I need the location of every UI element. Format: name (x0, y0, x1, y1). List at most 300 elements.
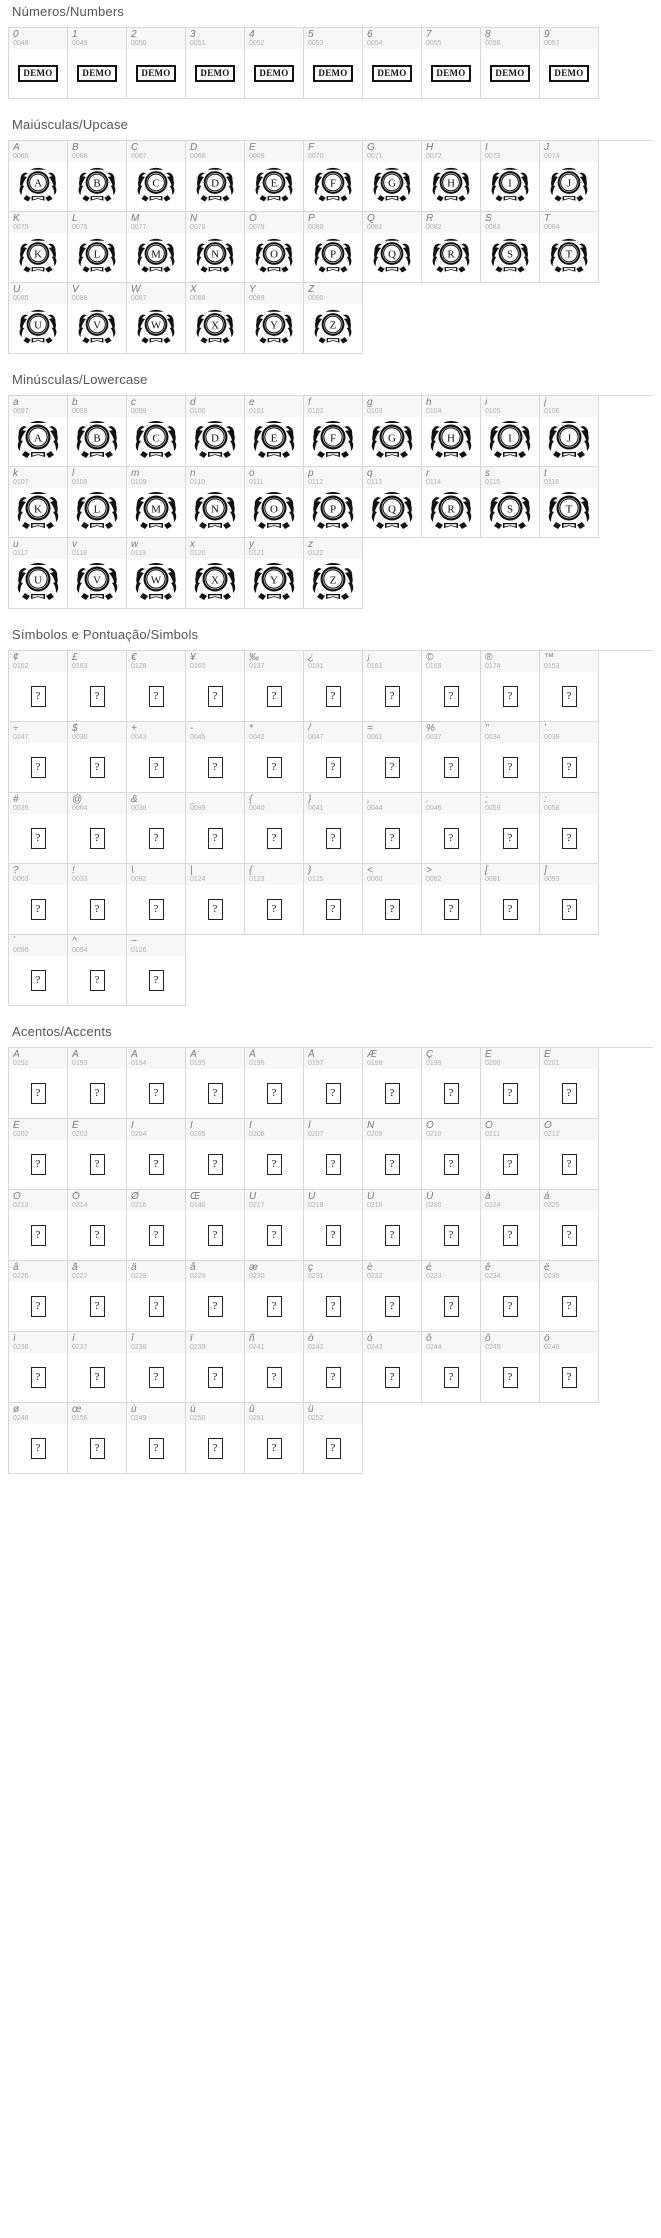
glyph-cell[interactable] (363, 1119, 422, 1190)
ornate-badge-glyph (252, 308, 296, 350)
glyph-header (540, 141, 598, 162)
glyph-cell[interactable] (9, 28, 68, 99)
glyph-cell[interactable] (127, 141, 186, 212)
glyph-code: 0217 (249, 1202, 265, 1209)
glyph-cell[interactable] (68, 1119, 127, 1190)
glyph-code: 0243 (367, 1344, 383, 1351)
glyph-cell[interactable] (9, 864, 68, 935)
glyph-cell[interactable] (68, 538, 127, 609)
glyph-character: ¢ (13, 652, 19, 663)
glyph-character: ] (544, 865, 547, 876)
glyph-cell[interactable] (186, 1261, 245, 1332)
glyph-cell[interactable] (9, 467, 68, 538)
glyph-cell[interactable] (245, 283, 304, 354)
glyph-cell[interactable] (540, 722, 599, 793)
glyph-cell[interactable] (245, 538, 304, 609)
glyph-cell[interactable] (422, 1048, 481, 1119)
glyph-cell[interactable] (68, 141, 127, 212)
glyph-cell[interactable] (363, 722, 422, 793)
glyph-cell[interactable] (68, 935, 127, 1006)
glyph-cell[interactable] (68, 1332, 127, 1403)
glyph-cell[interactable] (9, 212, 68, 283)
glyph-code: 0070 (308, 153, 324, 160)
glyph-cell[interactable] (68, 864, 127, 935)
glyph-cell[interactable] (186, 1048, 245, 1119)
glyph-cell[interactable] (9, 651, 68, 722)
glyph-character: ô (426, 1333, 432, 1344)
glyph-code: 0052 (249, 40, 265, 47)
glyph-code: 0212 (544, 1131, 560, 1138)
glyph-code: 0063 (13, 876, 29, 883)
glyph-cell[interactable] (186, 141, 245, 212)
missing-glyph-box: ? (562, 686, 577, 707)
glyph-header (363, 1332, 421, 1353)
glyph-cell[interactable] (186, 1403, 245, 1474)
glyph-cell[interactable] (245, 793, 304, 864)
glyph-cell[interactable] (481, 793, 540, 864)
glyph-cell[interactable] (304, 141, 363, 212)
glyph-cell[interactable] (540, 1261, 599, 1332)
glyph-cell[interactable] (481, 651, 540, 722)
glyph-cell[interactable] (422, 1119, 481, 1190)
glyph-cell[interactable] (9, 935, 68, 1006)
missing-glyph-box: ? (267, 899, 282, 920)
glyph-cell[interactable] (540, 28, 599, 99)
glyph-cell[interactable] (304, 1261, 363, 1332)
glyph-cell[interactable] (9, 1403, 68, 1474)
glyph-cell[interactable] (304, 1332, 363, 1403)
glyph-preview (363, 1211, 421, 1260)
glyph-code: 0055 (426, 40, 442, 47)
glyph-cell[interactable] (127, 396, 186, 467)
glyph-code: 0065 (13, 153, 29, 160)
glyph-cell[interactable] (540, 793, 599, 864)
glyph-cell[interactable] (304, 467, 363, 538)
glyph-character: å (190, 1262, 196, 1273)
glyph-cell[interactable] (186, 651, 245, 722)
ornate-badge-glyph (75, 166, 119, 208)
glyph-character: ù (131, 1404, 137, 1415)
glyph-cell[interactable] (245, 1119, 304, 1190)
glyph-cell[interactable] (304, 212, 363, 283)
glyph-preview (304, 1211, 362, 1260)
glyph-cell[interactable] (68, 651, 127, 722)
glyph-header (68, 864, 126, 885)
glyph-cell[interactable] (127, 1190, 186, 1261)
missing-glyph-box: ? (385, 1367, 400, 1388)
glyph-header (186, 396, 244, 417)
glyph-cell[interactable] (540, 1190, 599, 1261)
glyph-cell[interactable] (422, 864, 481, 935)
glyph-cell[interactable] (422, 1332, 481, 1403)
glyph-character: À (13, 1049, 20, 1060)
glyph-header (68, 538, 126, 559)
glyph-cell[interactable] (304, 396, 363, 467)
glyph-cell[interactable] (127, 283, 186, 354)
glyph-cell[interactable] (9, 396, 68, 467)
glyph-cell[interactable] (9, 283, 68, 354)
ornate-badge-glyph (252, 492, 296, 534)
glyph-preview (127, 1211, 185, 1260)
glyph-cell[interactable] (68, 1261, 127, 1332)
glyph-cell[interactable] (68, 212, 127, 283)
glyph-cell[interactable] (540, 1048, 599, 1119)
glyph-header (481, 1119, 539, 1140)
glyph-code: 0086 (72, 295, 88, 302)
glyph-cell[interactable] (540, 1332, 599, 1403)
missing-glyph-box: ? (31, 899, 46, 920)
glyph-cell[interactable] (304, 1119, 363, 1190)
glyph-cell[interactable] (186, 283, 245, 354)
missing-glyph-box: ? (326, 1367, 341, 1388)
glyph-cell[interactable] (245, 864, 304, 935)
glyph-code: 0087 (131, 295, 147, 302)
glyph-cell[interactable] (186, 28, 245, 99)
glyph-cell[interactable] (127, 864, 186, 935)
glyph-preview (186, 1424, 244, 1473)
ornate-badge-glyph (193, 308, 237, 350)
glyph-cell[interactable] (481, 864, 540, 935)
glyph-cell[interactable] (186, 1332, 245, 1403)
glyph-character: 9 (544, 29, 550, 40)
glyph-header (422, 1048, 480, 1069)
glyph-cell[interactable] (245, 467, 304, 538)
glyph-cell[interactable] (540, 467, 599, 538)
glyph-preview (186, 672, 244, 721)
glyph-cell[interactable] (186, 538, 245, 609)
svg-text:A: A (34, 176, 42, 189)
glyph-cell[interactable] (245, 651, 304, 722)
glyph-cell[interactable] (245, 1403, 304, 1474)
glyph-cell[interactable] (481, 28, 540, 99)
missing-glyph-box: ? (503, 1225, 518, 1246)
glyph-cell[interactable] (304, 864, 363, 935)
glyph-cell[interactable] (363, 396, 422, 467)
glyph-cell[interactable] (245, 1048, 304, 1119)
glyph-cell[interactable] (68, 1190, 127, 1261)
glyph-cell[interactable] (363, 1332, 422, 1403)
svg-text:D: D (211, 176, 219, 189)
glyph-cell[interactable] (245, 1190, 304, 1261)
glyph-cell[interactable] (245, 28, 304, 99)
glyph-code: 0200 (485, 1060, 501, 1067)
glyph-cell[interactable] (540, 141, 599, 212)
glyph-cell[interactable] (68, 283, 127, 354)
glyph-header (9, 28, 67, 49)
glyph-cell[interactable] (422, 212, 481, 283)
glyph-cell[interactable] (422, 396, 481, 467)
glyph-cell[interactable] (363, 467, 422, 538)
glyph-cell[interactable] (304, 651, 363, 722)
glyph-code: 0216 (131, 1202, 147, 1209)
glyph-preview (540, 1353, 598, 1402)
glyph-header (304, 864, 362, 885)
glyph-cell[interactable] (9, 1190, 68, 1261)
glyph-cell[interactable] (304, 28, 363, 99)
glyph-character: m (131, 468, 140, 479)
ornate-badge-glyph (134, 237, 178, 279)
glyph-character: Q (367, 213, 375, 224)
glyph-header (540, 1119, 598, 1140)
glyph-preview (127, 559, 185, 608)
glyph-cell[interactable] (127, 467, 186, 538)
glyph-character: = (367, 723, 373, 734)
glyph-cell[interactable] (186, 467, 245, 538)
glyph-cell[interactable] (186, 864, 245, 935)
glyph-cell[interactable] (481, 1048, 540, 1119)
missing-glyph-box: ? (267, 1296, 282, 1317)
ornate-badge-glyph (311, 421, 355, 463)
svg-text:Q: Q (388, 502, 396, 515)
glyph-cell[interactable] (481, 1190, 540, 1261)
glyph-cell[interactable] (127, 1403, 186, 1474)
glyph-cell[interactable] (481, 467, 540, 538)
glyph-character: { (249, 865, 253, 876)
glyph-cell[interactable] (9, 1119, 68, 1190)
ornate-badge-glyph (547, 492, 591, 534)
glyph-cell[interactable] (127, 1119, 186, 1190)
glyph-cell[interactable] (245, 141, 304, 212)
glyph-cell[interactable] (245, 1332, 304, 1403)
glyph-code: 0244 (426, 1344, 442, 1351)
glyph-cell[interactable] (304, 1190, 363, 1261)
glyph-cell[interactable] (127, 722, 186, 793)
glyph-cell[interactable] (540, 864, 599, 935)
glyph-cell[interactable] (422, 722, 481, 793)
glyph-cell[interactable] (68, 467, 127, 538)
glyph-cell[interactable] (9, 538, 68, 609)
glyph-character: ® (485, 652, 493, 663)
glyph-cell[interactable] (245, 1261, 304, 1332)
glyph-character: Ø (131, 1191, 139, 1202)
glyph-header (68, 722, 126, 743)
glyph-cell[interactable] (186, 212, 245, 283)
glyph-cell[interactable] (186, 396, 245, 467)
glyph-code: 0198 (367, 1060, 383, 1067)
glyph-preview (422, 233, 480, 282)
glyph-cell[interactable] (363, 651, 422, 722)
glyph-cell[interactable] (9, 722, 68, 793)
missing-glyph-box: ? (385, 1296, 400, 1317)
glyph-character: Ô (544, 1120, 552, 1131)
glyph-cell[interactable] (363, 141, 422, 212)
glyph-cell[interactable] (363, 793, 422, 864)
ornate-badge-glyph (193, 166, 237, 208)
glyph-cell[interactable] (127, 1261, 186, 1332)
glyph-cell[interactable] (481, 722, 540, 793)
glyph-character: ì (13, 1333, 16, 1344)
glyph-cell[interactable] (422, 467, 481, 538)
glyph-cell[interactable] (481, 396, 540, 467)
glyph-cell[interactable] (481, 1119, 540, 1190)
glyph-character: j (544, 397, 547, 408)
glyph-cell[interactable] (127, 793, 186, 864)
missing-glyph-box: ? (208, 899, 223, 920)
glyph-preview (9, 672, 67, 721)
glyph-cell[interactable] (68, 28, 127, 99)
glyph-header (540, 793, 598, 814)
demo-glyph: DEMO (549, 65, 588, 82)
glyph-preview (127, 814, 185, 863)
glyph-cell[interactable] (363, 1261, 422, 1332)
glyph-character: . (426, 794, 429, 805)
glyph-code: 0126 (131, 947, 147, 954)
glyph-preview (481, 1069, 539, 1118)
glyph-cell[interactable] (540, 212, 599, 283)
glyph-code: 0036 (72, 734, 88, 741)
glyph-cell[interactable] (245, 212, 304, 283)
glyph-cell[interactable] (127, 212, 186, 283)
ornate-badge-glyph (193, 237, 237, 279)
glyph-preview (422, 49, 480, 98)
glyph-header (127, 1261, 185, 1282)
glyph-header (245, 396, 303, 417)
glyph-header (9, 722, 67, 743)
glyph-cell[interactable] (422, 651, 481, 722)
glyph-preview (186, 304, 244, 353)
glyph-cell[interactable] (481, 1332, 540, 1403)
glyph-preview (68, 162, 126, 211)
glyph-cell[interactable] (127, 1332, 186, 1403)
glyph-cell[interactable] (9, 1332, 68, 1403)
glyph-character: q (367, 468, 373, 479)
section-title-accents: Acentos/Accents (12, 1024, 112, 1039)
glyph-code: 0123 (249, 876, 265, 883)
glyph-cell[interactable] (540, 396, 599, 467)
glyph-code: 0111 (249, 479, 264, 486)
glyph-cell[interactable] (245, 722, 304, 793)
glyph-cell[interactable] (304, 722, 363, 793)
glyph-cell[interactable] (68, 396, 127, 467)
glyph-preview (304, 417, 362, 466)
glyph-code: 0077 (131, 224, 147, 231)
glyph-cell[interactable] (304, 538, 363, 609)
glyph-cell[interactable] (422, 141, 481, 212)
svg-text:W: W (150, 318, 162, 331)
missing-glyph-box: ? (267, 1438, 282, 1459)
glyph-code: 0054 (367, 40, 383, 47)
glyph-character: ` (13, 936, 17, 947)
glyph-preview (68, 488, 126, 537)
glyph-header (127, 283, 185, 304)
glyph-preview (481, 417, 539, 466)
glyph-header (68, 396, 126, 417)
glyph-cell[interactable] (127, 651, 186, 722)
glyph-cell[interactable] (481, 212, 540, 283)
glyph-header (304, 141, 362, 162)
glyph-preview (245, 1140, 303, 1189)
glyph-cell[interactable] (304, 283, 363, 354)
glyph-character: [ (485, 865, 488, 876)
glyph-cell[interactable] (304, 1048, 363, 1119)
glyph-cell[interactable] (540, 1119, 599, 1190)
glyph-preview (245, 233, 303, 282)
ornate-badge-glyph (75, 492, 119, 534)
glyph-cell[interactable] (127, 28, 186, 99)
glyph-cell[interactable] (363, 1048, 422, 1119)
glyph-cell[interactable] (481, 141, 540, 212)
glyph-preview (127, 49, 185, 98)
missing-glyph-box: ? (31, 1225, 46, 1246)
glyph-code: 0120 (190, 550, 206, 557)
glyph-cell[interactable] (9, 1048, 68, 1119)
glyph-preview (68, 956, 126, 1005)
glyph-cell[interactable] (245, 396, 304, 467)
glyph-cell[interactable] (9, 793, 68, 864)
glyph-character: â (13, 1262, 19, 1273)
glyph-character: ¥ (190, 652, 196, 663)
glyph-preview (127, 1140, 185, 1189)
glyph-cell[interactable] (68, 793, 127, 864)
glyph-cell[interactable] (9, 141, 68, 212)
glyph-preview (245, 1211, 303, 1260)
glyph-preview (127, 488, 185, 537)
glyph-preview (422, 1140, 480, 1189)
glyph-code: 0118 (72, 550, 88, 557)
glyph-character: œ (72, 1404, 82, 1415)
glyph-header (127, 722, 185, 743)
glyph-character: @ (72, 794, 83, 805)
glyph-preview (127, 233, 185, 282)
ornate-badge-glyph (134, 563, 178, 605)
glyph-character: t (544, 468, 547, 479)
glyph-header (127, 28, 185, 49)
glyph-character: € (131, 652, 137, 663)
svg-text:K: K (34, 502, 42, 515)
glyph-cell[interactable] (363, 1190, 422, 1261)
glyph-cell[interactable] (304, 793, 363, 864)
glyph-cell[interactable] (68, 722, 127, 793)
glyph-cell[interactable] (422, 1190, 481, 1261)
glyph-cell[interactable] (127, 538, 186, 609)
glyph-cell[interactable] (422, 1261, 481, 1332)
glyph-cell[interactable] (186, 1119, 245, 1190)
glyph-cell[interactable] (68, 1403, 127, 1474)
glyph-header (481, 1048, 539, 1069)
glyph-cell[interactable] (68, 1048, 127, 1119)
svg-text:N: N (211, 247, 219, 260)
glyph-cell[interactable] (304, 1403, 363, 1474)
glyph-code: 0080 (308, 224, 324, 231)
glyph-character: _ (190, 794, 196, 805)
svg-text:X: X (211, 318, 219, 331)
missing-glyph-box: ? (562, 828, 577, 849)
glyph-cell[interactable] (127, 935, 186, 1006)
glyph-cell[interactable] (363, 864, 422, 935)
glyph-cell[interactable] (363, 212, 422, 283)
glyph-cell[interactable] (422, 793, 481, 864)
glyph-preview (540, 743, 598, 792)
glyph-cell[interactable] (363, 28, 422, 99)
glyph-cell[interactable] (186, 722, 245, 793)
ornate-badge-glyph (134, 308, 178, 350)
glyph-cell[interactable] (540, 651, 599, 722)
glyph-cell[interactable] (127, 1048, 186, 1119)
glyph-cell[interactable] (9, 1261, 68, 1332)
glyph-cell[interactable] (481, 1261, 540, 1332)
glyph-cell[interactable] (186, 1190, 245, 1261)
ornate-badge-glyph (252, 237, 296, 279)
glyph-cell[interactable] (186, 793, 245, 864)
glyph-code: 0096 (13, 947, 29, 954)
glyph-character: $ (72, 723, 78, 734)
glyph-preview (9, 49, 67, 98)
section-title-lowercase: Minúsculas/Lowercase (12, 372, 148, 387)
glyph-code: 0069 (249, 153, 265, 160)
glyph-cell[interactable] (422, 28, 481, 99)
glyph-character: h (426, 397, 432, 408)
ornate-badge-glyph (429, 421, 473, 463)
